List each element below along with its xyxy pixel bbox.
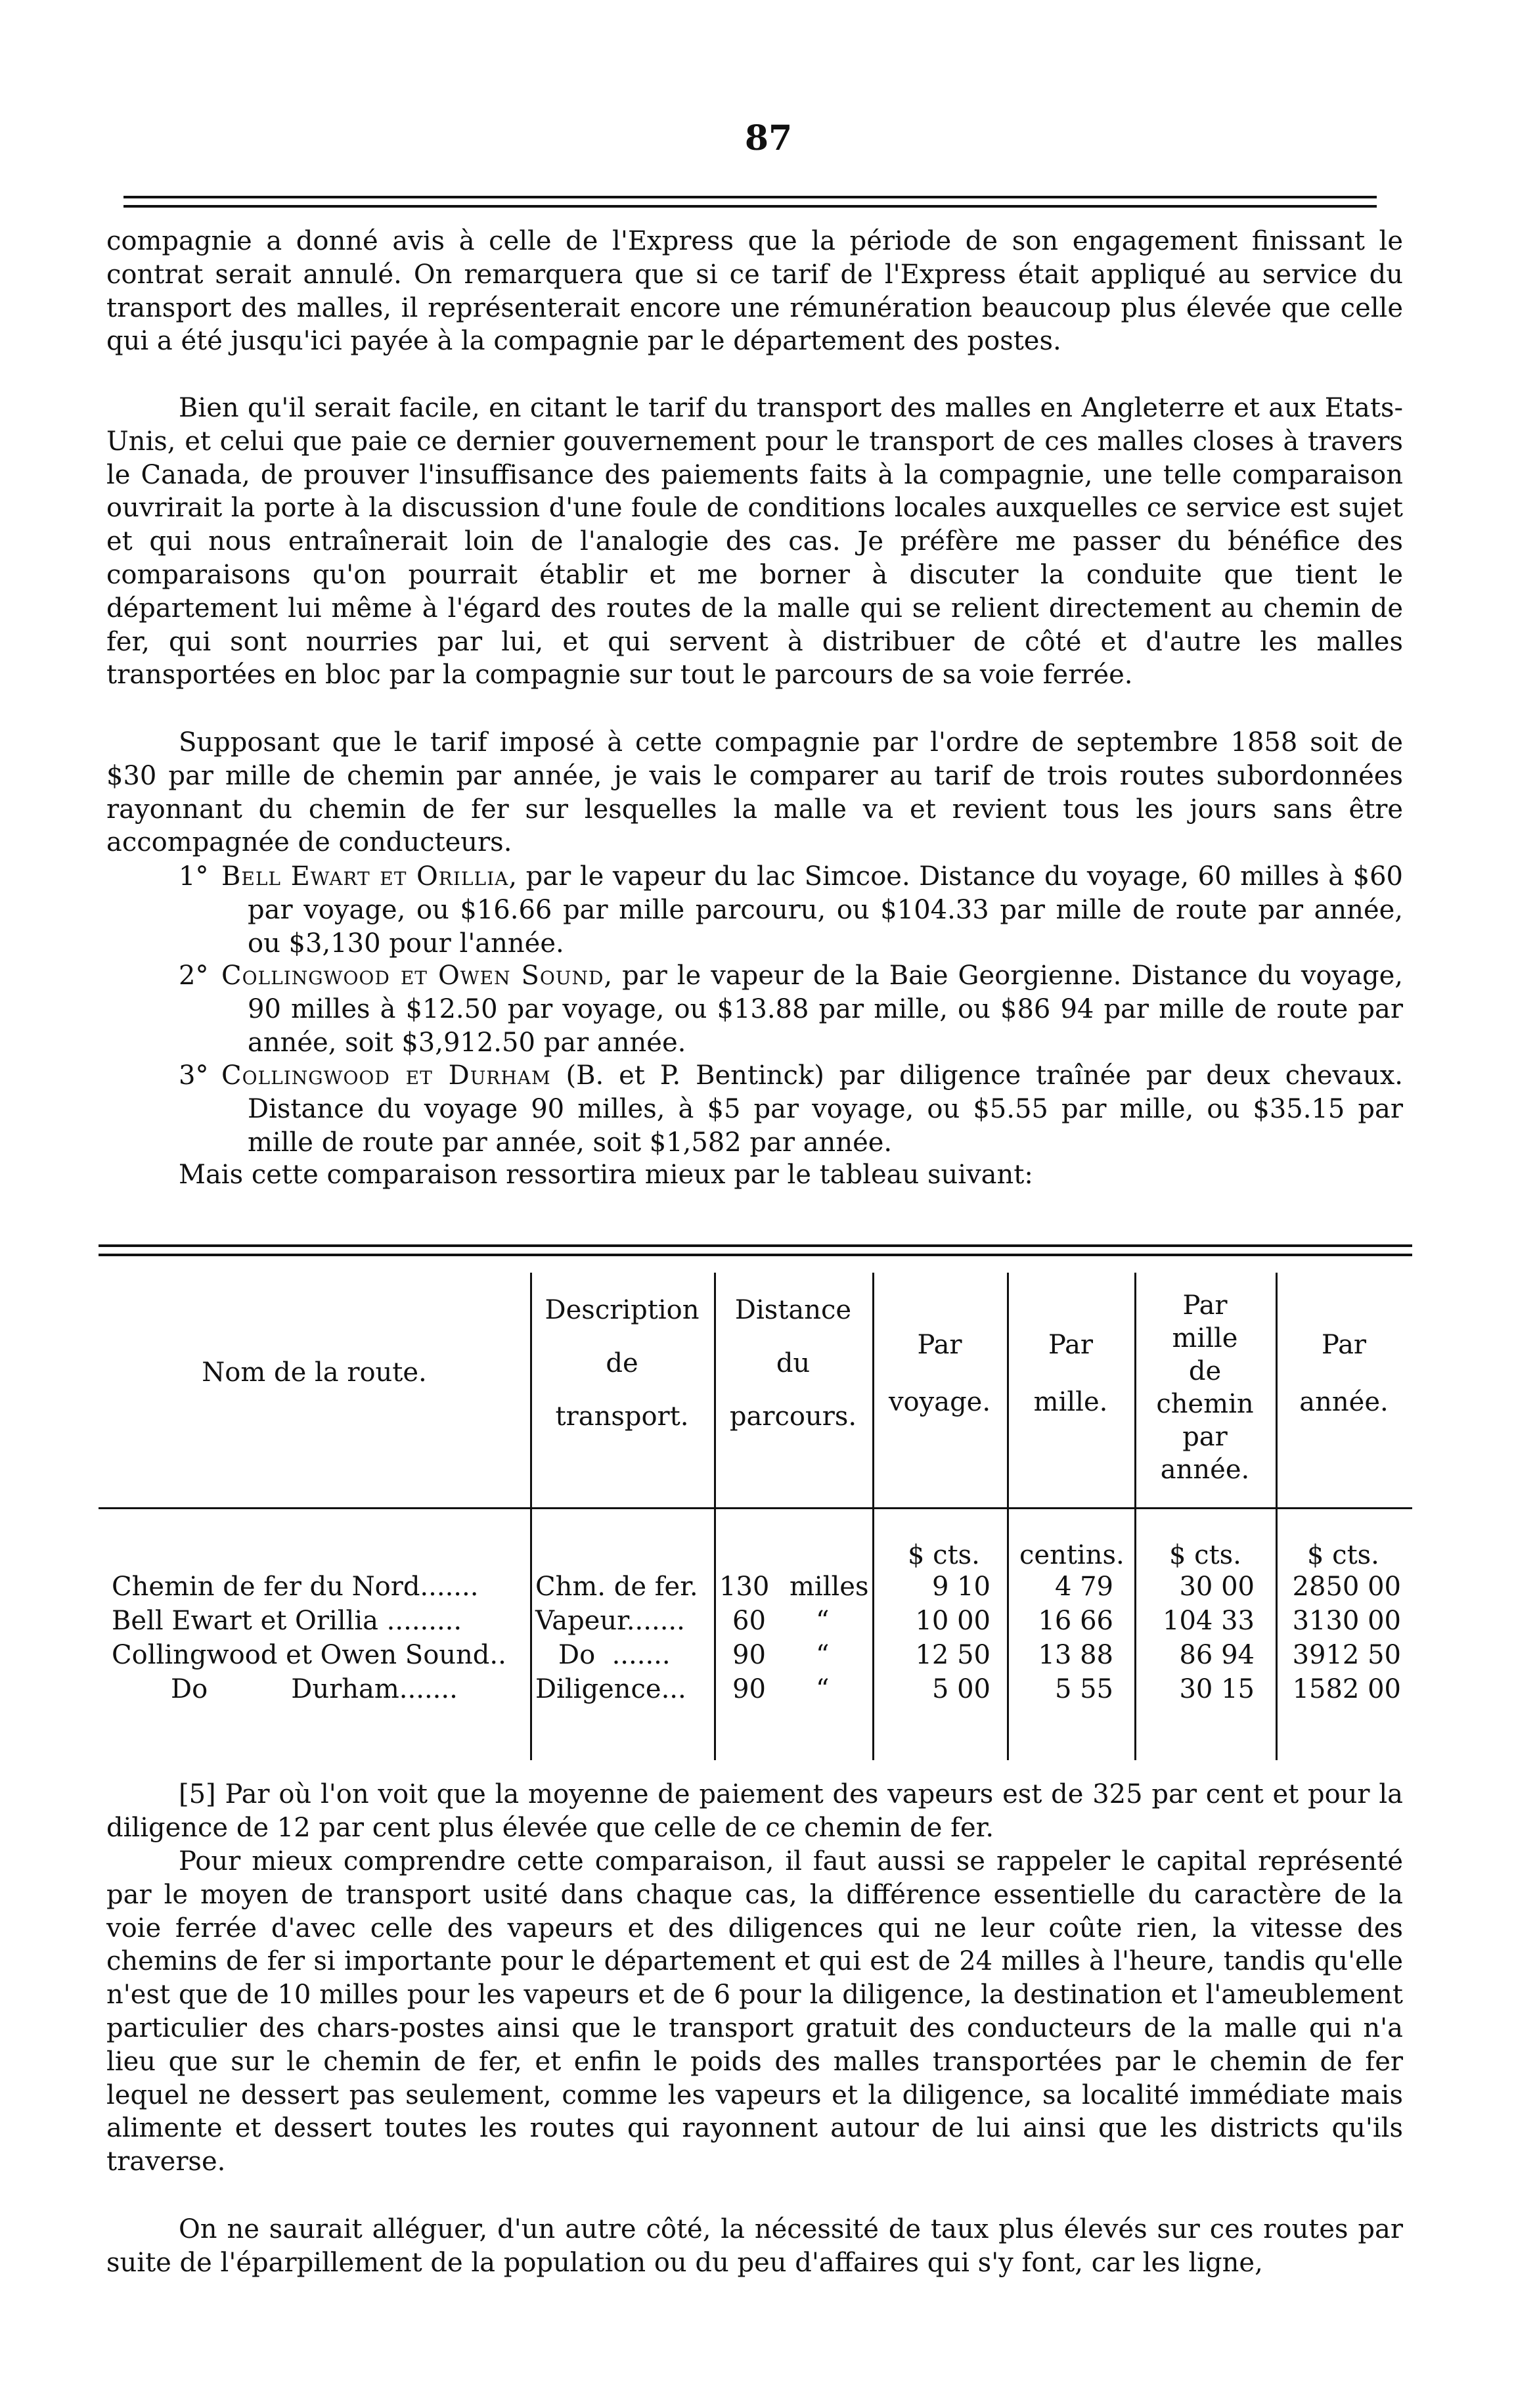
cell-par-annee: 3130 00	[1292, 1606, 1401, 1636]
header-rule-bottom	[123, 205, 1377, 208]
item-number: 2°	[179, 961, 209, 991]
cell-par-mille: 13 88	[1038, 1640, 1113, 1670]
cell-par-mille-chemin: 30 00	[1179, 1572, 1255, 1602]
paragraph-3: Supposant que le tarif imposé à cette compagnie par l'ordre de septembre 1858 soit de $30 par mille de chemin par année, je vais le comparer au tarif de trois routes subordonnées rayonnant du chemin de fer sur lesquelles la malle va et revient tous les jours sans être accompagnée de conducteurs.	[106, 727, 1403, 858]
comparison-table	[99, 1210, 1412, 1760]
paragraph-after-table-2: Pour mieux comprendre cette comparaison, il faut aussi se rappeler le capital représenté par le moyen de transport usité dans chaque cas, la différence essentielle du caractère de la voie ferrée d'avec celle des vapeurs et des diligences qui ne leur coûte rien, la vitesse des chemins de fer si importante pour le département et qui est de 24 milles à l'heure, tandis qu'elle n'est que de 10 milles pour les vapeurs et de 6 pour la diligence, la destination et l'ameublement particulier des chars-postes ainsi que le transport gratuit des conducteurs de la malle qui n'a lieu que sur le chemin de fer, et enfin le poids des malles transportées par le chemin de fer lequel ne dessert pas seulement, comme les vapeurs et la diligence, sa localité immédiate mais alimente et dessert toutes les routes qui rayonnent autour de lui ainsi que les districts qu'ils traverse.	[106, 1846, 1403, 2177]
header-par-voyage: Par voyage.	[888, 1330, 991, 1417]
paragraph-after-table-3: On ne saurait alléguer, d'un autre côté, la nécessité de taux plus élevés sur ces routes par suite de l'éparpillement de la population ou du peu d'affaires qui s'y font, car les ligne,	[106, 2214, 1403, 2278]
cell-route: Collingwood et Owen Sound..	[112, 1640, 506, 1670]
cell-par-voyage: 12 50	[915, 1640, 991, 1670]
header-description: Description de transport.	[545, 1295, 700, 1432]
cell-distance-unit: “	[816, 1606, 830, 1636]
cell-par-mille: 4 79	[1054, 1572, 1113, 1602]
unit-par-voyage: $ cts.	[908, 1540, 980, 1570]
paragraph-after-table-1: [5] Par où l'on voit que la moyenne de paiement des vapeurs est de 325 par cent et pour la diligence de 12 par cent plus élevée que celle de ce chemin de fer.	[106, 1779, 1403, 1843]
cell-distance-unit: milles	[790, 1572, 869, 1602]
route-name: Bell Ewart et Orillia	[221, 861, 509, 892]
table-rule-top-2	[99, 1254, 1412, 1256]
unit-par-mille: centins.	[1019, 1540, 1125, 1570]
cell-par-annee: 2850 00	[1292, 1572, 1401, 1602]
cell-distance: 90	[732, 1640, 766, 1670]
route-name: Collingwood et Durham	[221, 1060, 551, 1091]
route-item-2: 2° Collingwood et Owen Sound, par le vapeur de la Baie Georgienne. Distance du voyage, 90 milles à $12.50 par voyage, ou $13.88 par mille, ou $86 94 par mille de route par année, soit $3,912.50 par année.	[179, 961, 1403, 1058]
cell-distance-unit: “	[816, 1674, 830, 1704]
cell-route: Chemin de fer du Nord.......	[112, 1572, 479, 1602]
cell-par-mille-chemin: 86 94	[1179, 1640, 1255, 1670]
cell-par-mille: 5 55	[1054, 1674, 1113, 1704]
cell-par-mille-chemin: 30 15	[1179, 1674, 1255, 1704]
item-number: 3°	[179, 1060, 209, 1091]
paragraph-1: compagnie a donné avis à celle de l'Express que la période de son engagement finissant le contrat serait annulé. On remarquera que si ce tarif de l'Express était appliqué au service du transport des malles, il représenterait encore une rémunération beaucoup plus élevée que celle qui a été jusqu'ici payée à la compagnie par le département des postes.	[106, 226, 1403, 357]
cell-par-annee: 3912 50	[1292, 1640, 1401, 1670]
header-distance: Distance du parcours.	[729, 1295, 857, 1432]
cell-route: Bell Ewart et Orillia .........	[112, 1606, 462, 1636]
cell-par-voyage: 5 00	[931, 1674, 991, 1704]
cell-distance: 130	[719, 1572, 770, 1602]
cell-description: Chm. de fer.	[535, 1572, 698, 1602]
cell-description: Vapeur.......	[535, 1606, 685, 1636]
header-par-mille: Par mille.	[1033, 1330, 1108, 1417]
cell-par-voyage: 10 00	[915, 1606, 991, 1636]
header-separator	[99, 1507, 1412, 1509]
cell-distance: 60	[732, 1606, 766, 1636]
cell-par-mille: 16 66	[1038, 1606, 1113, 1636]
item-number: 1°	[179, 861, 209, 892]
route-name: Collingwood et Owen Sound	[221, 961, 604, 991]
cell-distance-unit: “	[816, 1640, 830, 1670]
unit-par-annee: $ cts.	[1307, 1540, 1379, 1570]
header-rule-top	[123, 196, 1377, 198]
unit-par-mille-chemin: $ cts.	[1169, 1540, 1241, 1570]
route-item-1: 1° Bell Ewart et Orillia, par le vapeur du lac Simcoe. Distance du voyage, 60 milles à $60 par voyage, ou $16.66 par mille parcouru, ou $104.33 par mille de route par année, ou $3,130 pour l'année.	[179, 861, 1403, 959]
table-rule-top	[99, 1244, 1412, 1247]
cell-description: Diligence...	[535, 1674, 686, 1704]
header-par-annee: Par année.	[1299, 1330, 1389, 1417]
header-route: Nom de la route.	[202, 1357, 427, 1388]
cell-description: Do .......	[558, 1640, 671, 1670]
route-item-3: 3° Collingwood et Durham (B. et P. Bentinck) par diligence traînée par deux chevaux. Distance du voyage 90 milles, à $5 par voyage, ou $5.55 par mille, ou $35.15 par mille de route par année, soit $1,582 par année.	[179, 1060, 1404, 1158]
page-number: 87	[744, 118, 793, 158]
cell-par-mille-chemin: 104 33	[1163, 1606, 1255, 1636]
table-intro: Mais cette comparaison ressortira mieux par le tableau suivant:	[179, 1160, 1033, 1190]
cell-par-voyage: 9 10	[931, 1572, 991, 1602]
header-par-mille-chemin: Par mille de chemin par année.	[1156, 1290, 1254, 1485]
cell-par-annee: 1582 00	[1292, 1674, 1401, 1704]
cell-route: Do Durham.......	[171, 1674, 458, 1704]
cell-distance: 90	[732, 1674, 766, 1704]
paragraph-2: Bien qu'il serait facile, en citant le tarif du transport des malles en Angleterre et aux Etats-Unis, et celui que paie ce dernier gouvernement pour le transport de ces malles closes à travers le Canada, de prouver l'insuffisance des paiements faits à la compagnie, une telle comparaison ouvrirait la porte à la discussion d'une foule de conditions locales auxquelles ce service est sujet et qui nous entraînerait loin de l'analogie des cas. Je préfère me passer du bénéfice des comparaisons qu'on pourrait établir et me borner à discuter la conduite que tient le département lui même à l'égard des routes de la malle qui se relient directement au chemin de fer, qui sont nourries par lui, et qui servent à distribuer de côté et d'autre les malles transportées en bloc par la compagnie sur tout le parcours de sa voie ferrée.	[106, 393, 1403, 691]
